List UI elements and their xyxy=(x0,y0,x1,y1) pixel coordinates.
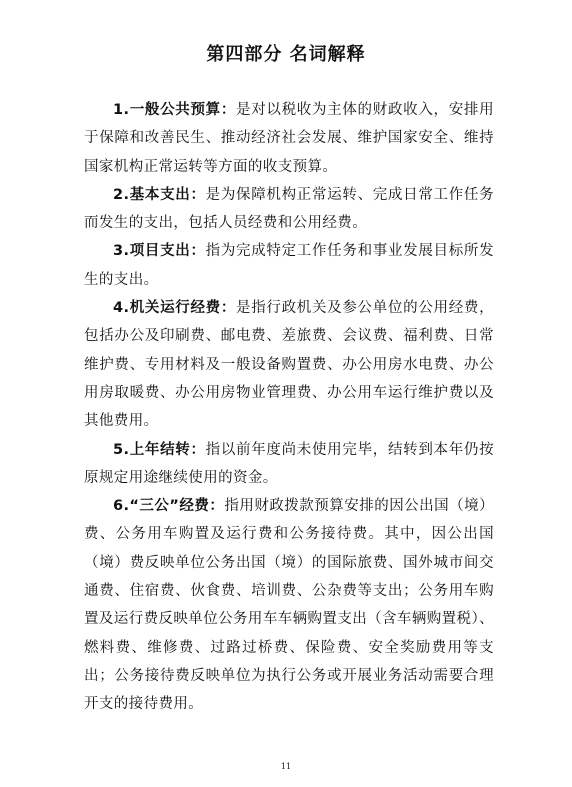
page-number: 11 xyxy=(280,762,292,771)
glossary-item-project-expenditure xyxy=(84,237,494,294)
glossary-term: 4.机关运行经费： xyxy=(113,300,237,317)
glossary-content xyxy=(84,96,494,719)
glossary-definition: 指为完成特定工作任务和事业发展目标所发生的支出。 xyxy=(84,243,494,288)
glossary-definition: 指用财政拨款预算安排的因公出国（境）费、公务用车购置及运行费和公务接待费。其中，因公出国（境）费反映单位公务出国（境）的国际旅费、国外城市间交通费、住宿费、伙食费、培训费、公杂费等支出；公务用车购置及运行费反映单位公务用车车辆购置支出（含车辆购置税）、燃料费、维修费、过路过桥费、保险费、安全奖励费用等支出；公务接待费反映单位为执行公务或开展业务活动需要合理开支的接待费用。 xyxy=(84,498,494,713)
glossary-term: 1.一般公共预算： xyxy=(113,102,237,118)
glossary-item-basic-expenditure xyxy=(84,181,494,238)
glossary-definition: 是对以税收为主体的财政收入，安排用于保障和改善民生、推动经济社会发展、维护国家安全、维持国家机构正常运转等方面的收支预算。 xyxy=(84,102,494,175)
page-title: 第四部分 名词解释 xyxy=(206,44,366,65)
glossary-item-agency-operating-costs xyxy=(84,294,494,435)
glossary-term: 2.基本支出： xyxy=(113,186,206,203)
glossary-term: 5.上年结转： xyxy=(113,441,206,458)
glossary-definition: 是指行政机关及参公单位的公用经费，包括办公及印刷费、邮电费、差旅费、会议费、福利费、日常维护费、专用材料及一般设备购置费、办公用房水电费、办公用房取暖费、办公用房物业管理费、办公用车运行维护费以及其他费用。 xyxy=(84,300,494,430)
glossary-definition: 指以前年度尚未使用完毕，结转到本年仍按原规定用途继续使用的资金。 xyxy=(84,441,494,486)
glossary-item-general-public-budget xyxy=(84,96,494,181)
glossary-definition: 是为保障机构正常运转、完成日常工作任务而发生的支出，包括人员经费和公用经费。 xyxy=(84,186,494,232)
glossary-item-prior-year-carryover xyxy=(84,436,494,493)
glossary-term: 3.项目支出： xyxy=(113,243,206,260)
glossary-term: 6.“三公”经费： xyxy=(113,498,225,515)
glossary-item-three-public-expenses xyxy=(84,492,494,718)
